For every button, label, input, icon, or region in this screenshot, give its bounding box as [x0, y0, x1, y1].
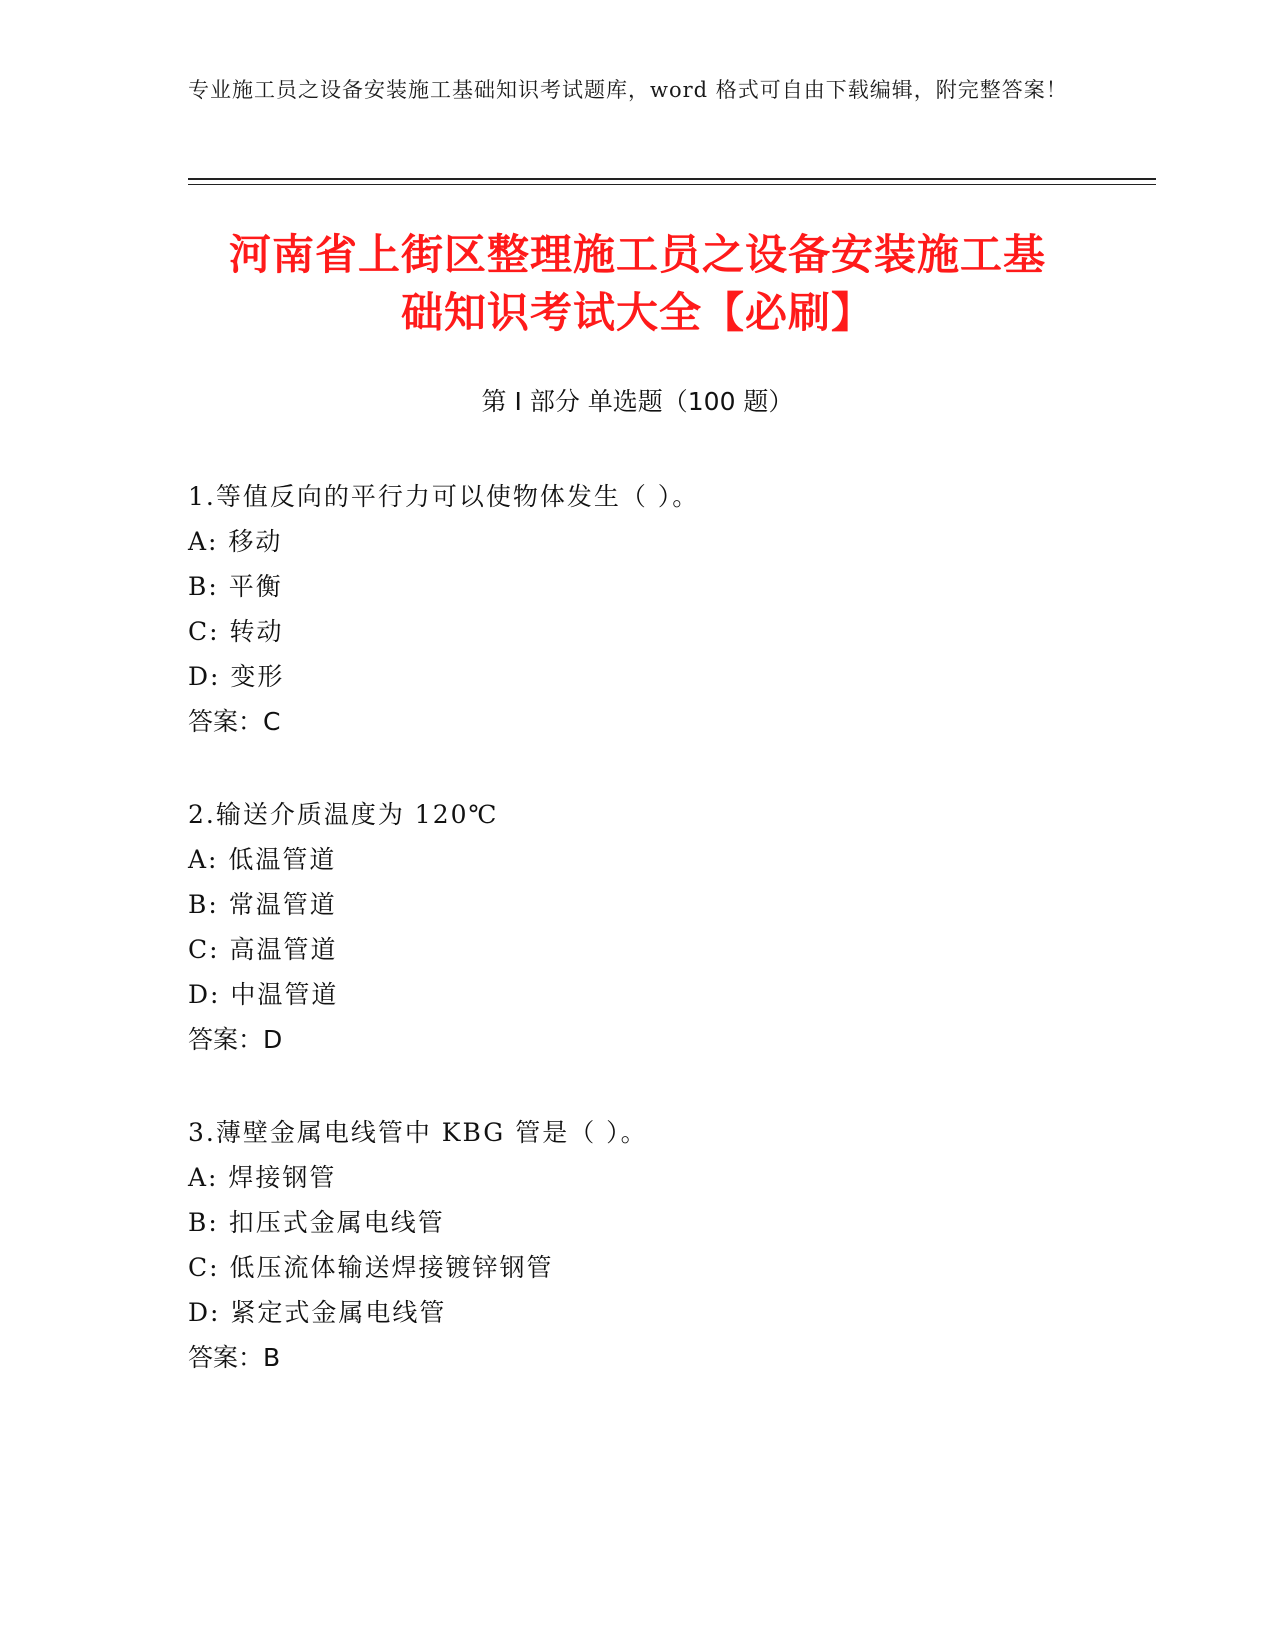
title-line-1: 河南省上街区整理施工员之设备安装施工基 [228, 230, 1046, 279]
question-block [188, 474, 1088, 744]
option-a: A: 移动 [188, 527, 283, 556]
option-d: D: 中温管道 [188, 980, 339, 1009]
question-block [188, 792, 1088, 1062]
header-rule-thick [188, 178, 1156, 180]
option-d: D: 紧定式金属电线管 [188, 1298, 447, 1327]
answer-line: 答案：C [188, 707, 281, 736]
option-b: B: 扣压式金属电线管 [188, 1208, 445, 1237]
question-block [188, 1110, 1088, 1380]
document-title [170, 226, 1105, 342]
header-rule-thin [188, 184, 1156, 185]
question-stem: 1.等值反向的平行力可以使物体发生（ ）。 [188, 482, 700, 511]
option-a: A: 焊接钢管 [188, 1163, 337, 1192]
option-b: B: 平衡 [188, 572, 283, 601]
option-c: C: 高温管道 [188, 935, 338, 964]
answer-line: 答案：D [188, 1025, 283, 1054]
title-line-2: 础知识考试大全【必刷】 [400, 288, 874, 337]
option-d: D: 变形 [188, 662, 285, 691]
option-c: C: 低压流体输送焊接镀锌钢管 [188, 1253, 554, 1282]
option-a: A: 低温管道 [188, 845, 337, 874]
question-stem: 3.薄壁金属电线管中 KBG 管是（ ）。 [188, 1118, 648, 1147]
option-c: C: 转动 [188, 617, 284, 646]
question-stem: 2.输送介质温度为 120℃ [188, 800, 499, 829]
answer-line: 答案：B [188, 1343, 281, 1372]
option-b: B: 常温管道 [188, 890, 337, 919]
header-note: 专业施工员之设备安装施工基础知识考试题库，word 格式可自由下载编辑，附完整答案！ [188, 78, 1068, 102]
section-heading: 第 I 部分 单选题（100 题） [481, 387, 794, 416]
